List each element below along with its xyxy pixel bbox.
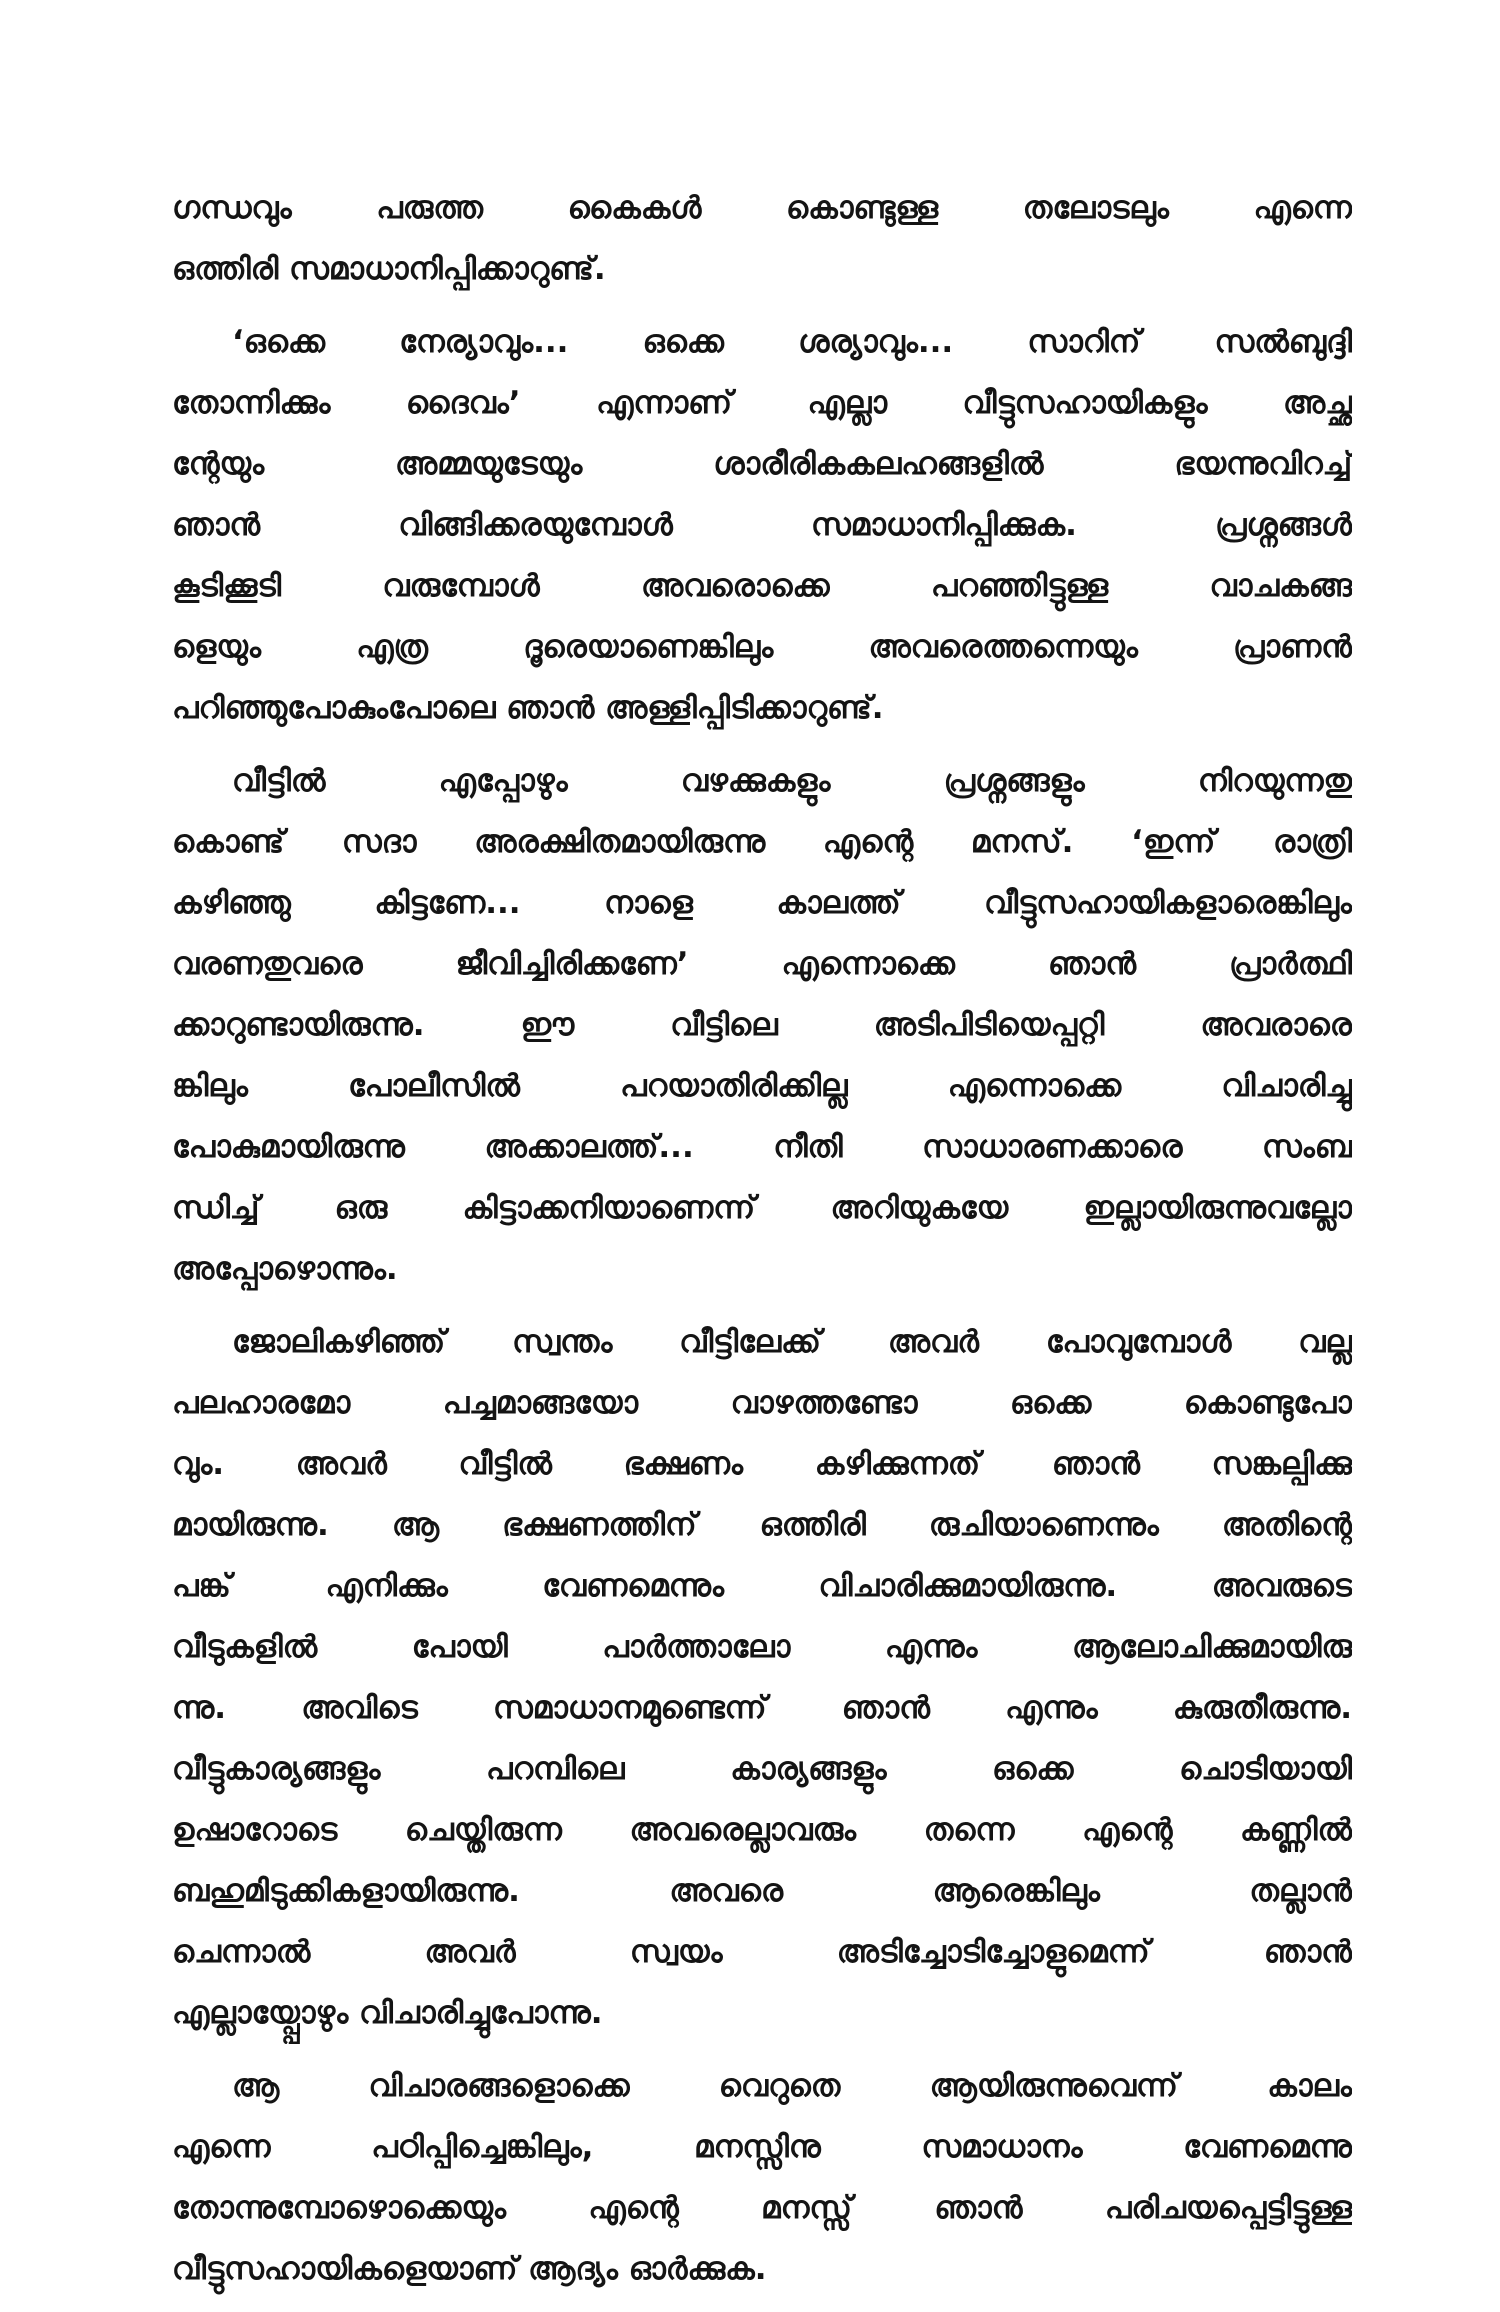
text-line: വും. അവർ വീട്ടിൽ ഭക്ഷണം കഴിക്കുന്നത് ഞാൻ സങ്കല്പിക്കു bbox=[172, 1446, 1352, 1482]
text-line: ക്കാറുണ്ടായിരുന്നു. ഈ വീട്ടിലെ അടിപിടിയെപ്പറ്റി അവരാരെ bbox=[172, 1007, 1352, 1043]
text-line: ആ വിചാരങ്ങളൊക്കെ വെറുതെ ആയിരുന്നുവെന്ന് കാലം bbox=[232, 2068, 1352, 2104]
text-line: കൂടിക്കൂടി വരുമ്പോൾ അവരൊക്കെ പറഞ്ഞിട്ടുള്ള വാചകങ്ങ bbox=[172, 568, 1352, 604]
text-line: കൊണ്ട് സദാ അരക്ഷിതമായിരുന്നു എന്റെ മനസ്. ‘ഇന്ന് രാത്രി bbox=[172, 824, 1352, 860]
text-line: തോന്നുമ്പോഴൊക്കെയും എന്റെ മനസ്സ് ഞാൻ പരിചയപ്പെട്ടിട്ടുള്ള bbox=[172, 2190, 1352, 2226]
text-line: ന്ധിച്ച് ഒരു കിട്ടാക്കനിയാണെന്ന് അറിയുകയേ ഇല്ലായിരുന്നുവല്ലോ bbox=[172, 1190, 1352, 1226]
text-line: പങ്ക് എനിക്കും വേണമെന്നും വിചാരിക്കുമായിരുന്നു. അവരുടെ bbox=[172, 1568, 1352, 1604]
paragraph bbox=[172, 1312, 1352, 2044]
text-line: എന്നെ പഠിപ്പിച്ചെങ്കിലും, മനസ്സിനു സമാധാനം വേണമെന്നു bbox=[172, 2129, 1352, 2165]
text-line: വീട്ടുകാര്യങ്ങളും പറമ്പിലെ കാര്യങ്ങളും ഒക്കെ ചൊടിയായി bbox=[172, 1751, 1352, 1787]
text-line: വരണതുവരെ ജീവിച്ചിരിക്കണേ’ എന്നൊക്കെ ഞാൻ പ്രാർത്ഥി bbox=[172, 946, 1352, 982]
text-line: വീട്ടിൽ എപ്പോഴും വഴക്കുകളും പ്രശ്നങ്ങളും നിറയുന്നതു bbox=[232, 763, 1352, 799]
text-line: ബഹുമിടുക്കികളായിരുന്നു. അവരെ ആരെങ്കിലും തല്ലാൻ bbox=[172, 1873, 1352, 1909]
text-line: ങ്കിലും പോലീസിൽ പറയാതിരിക്കില്ല എന്നൊക്കെ വിചാരിച്ചു bbox=[172, 1068, 1352, 1104]
text-line: എല്ലായ്പ്പോഴും വിചാരിച്ചുപോന്നു. bbox=[172, 1995, 603, 2031]
text-line: ഉഷാറോടെ ചെയ്തിരുന്ന അവരെല്ലാവരും തന്നെ എന്റെ കണ്ണിൽ bbox=[172, 1812, 1352, 1848]
text-line: ന്റേയും അമ്മയുടേയും ശാരീരികകലഹങ്ങളിൽ ഭയന്നുവിറച്ച് bbox=[172, 446, 1352, 482]
text-line: അപ്പോഴൊന്നും. bbox=[172, 1251, 398, 1287]
text-line: ഒത്തിരി സമാധാനിപ്പിക്കാറുണ്ട്. bbox=[172, 251, 606, 287]
text-line: തോന്നിക്കും ദൈവം’ എന്നാണ് എല്ലാ വീട്ടുസഹായികളും അച്ഛ bbox=[172, 385, 1352, 421]
paragraph bbox=[172, 312, 1352, 739]
paragraph bbox=[172, 178, 1352, 300]
body-text bbox=[172, 178, 1352, 2312]
text-line: കഴിഞ്ഞു കിട്ടണേ... നാളെ കാലത്ത് വീട്ടുസഹായികളാരെങ്കിലും bbox=[172, 885, 1352, 921]
text-line: ഞാൻ വിങ്ങിക്കരയുമ്പോൾ സമാധാനിപ്പിക്കുക. പ്രശ്നങ്ങൾ bbox=[172, 507, 1352, 543]
text-line: പലഹാരമോ പച്ചമാങ്ങയോ വാഴത്തണ്ടോ ഒക്കെ കൊണ്ടുപോ bbox=[172, 1385, 1352, 1421]
text-line: പറിഞ്ഞുപോകുംപോലെ ഞാൻ അള്ളിപ്പിടിക്കാറുണ്ട്. bbox=[172, 690, 884, 726]
paragraph bbox=[172, 751, 1352, 1300]
text-line: ചെന്നാൽ അവർ സ്വയം അടിച്ചോടിച്ചോളുമെന്ന് ഞാൻ bbox=[172, 1934, 1352, 1970]
text-line: പോകുമായിരുന്നു അക്കാലത്ത്... നീതി സാധാരണക്കാരെ സംബ bbox=[172, 1129, 1352, 1165]
paragraph bbox=[172, 2056, 1352, 2300]
text-line: വീട്ടുസഹായികളെയാണ് ആദ്യം ഓർക്കുക. bbox=[172, 2251, 767, 2287]
text-line: വീടുകളിൽ പോയി പാർത്താലോ എന്നും ആലോചിക്കുമായിരു bbox=[172, 1629, 1352, 1665]
text-line: ന്നു. അവിടെ സമാധാനമുണ്ടെന്ന് ഞാൻ എന്നും കുരുതീരുന്നു. bbox=[172, 1690, 1352, 1726]
text-line: ജോലികഴിഞ്ഞ് സ്വന്തം വീട്ടിലേക്ക് അവർ പോവുമ്പോൾ വല്ല bbox=[232, 1324, 1352, 1360]
text-line: ‘ഒക്കെ നേര്യാവും... ഒക്കെ ശര്യാവും... സാറിന് സൽബുദ്ദി bbox=[232, 324, 1352, 360]
text-line: ഗന്ധവും പരുത്ത കൈകൾ കൊണ്ടുള്ള തലോടലും എന്നെ bbox=[172, 190, 1352, 226]
text-line: ളെയും എത്ര ദൂരെയാണെങ്കിലും അവരെത്തന്നെയും പ്രാണൻ bbox=[172, 629, 1352, 665]
text-line: മായിരുന്നു. ആ ഭക്ഷണത്തിന് ഒത്തിരി രുചിയാണെന്നും അതിന്റെ bbox=[172, 1507, 1352, 1543]
